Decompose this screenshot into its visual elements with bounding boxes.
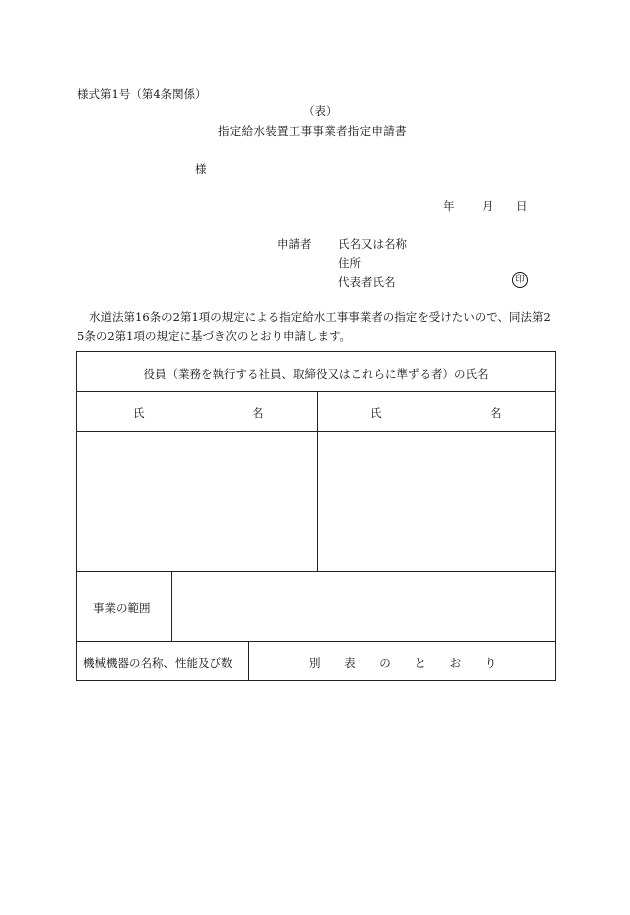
- equipment-value: 別 表 の と お り: [309, 656, 497, 670]
- date-year-label: 年: [443, 199, 455, 213]
- officers-header: 役員（業務を執行する社員、取締役又はこれらに準ずる者）の氏名: [143, 367, 489, 381]
- equipment-label: 機械機器の名称、性能及び数: [83, 656, 233, 670]
- table-divider: [77, 431, 555, 432]
- application-statement: 水道法第16条の2第1項の規定による指定給水工事事業者の指定を受けたいので、同法第25条の2第1項の規定に基づき次のとおり申請します。: [77, 310, 551, 343]
- representative-name-label: 代表者氏名: [338, 275, 396, 289]
- date-day-label: 日: [516, 199, 528, 213]
- equipment-column-divider: [248, 641, 249, 681]
- form-title: 指定給水装置工事事業者指定申請書: [218, 124, 407, 138]
- applicant-name-label: 氏名又は名称: [338, 237, 407, 251]
- column-header-given-name: 名: [490, 406, 502, 420]
- applicant-address-label: 住所: [338, 256, 361, 270]
- table-divider: [77, 641, 555, 642]
- column-header-given-name: 名: [252, 406, 264, 420]
- form-number: 様式第1号（第4条関係）: [77, 87, 207, 101]
- scope-column-divider: [171, 571, 172, 641]
- business-scope-label: 事業の範囲: [93, 601, 151, 615]
- date-month-label: 月: [482, 199, 494, 213]
- column-header-surname: 氏: [370, 406, 382, 420]
- side-label: （表）: [303, 104, 338, 118]
- seal-mark: 印: [512, 272, 528, 288]
- officers-column-divider: [317, 391, 318, 571]
- addressee-suffix: 様: [195, 162, 207, 176]
- applicant-label: 申請者: [277, 237, 312, 251]
- table-divider: [77, 391, 555, 392]
- table-divider: [77, 571, 555, 572]
- application-table: [76, 351, 556, 681]
- column-header-surname: 氏: [133, 406, 145, 420]
